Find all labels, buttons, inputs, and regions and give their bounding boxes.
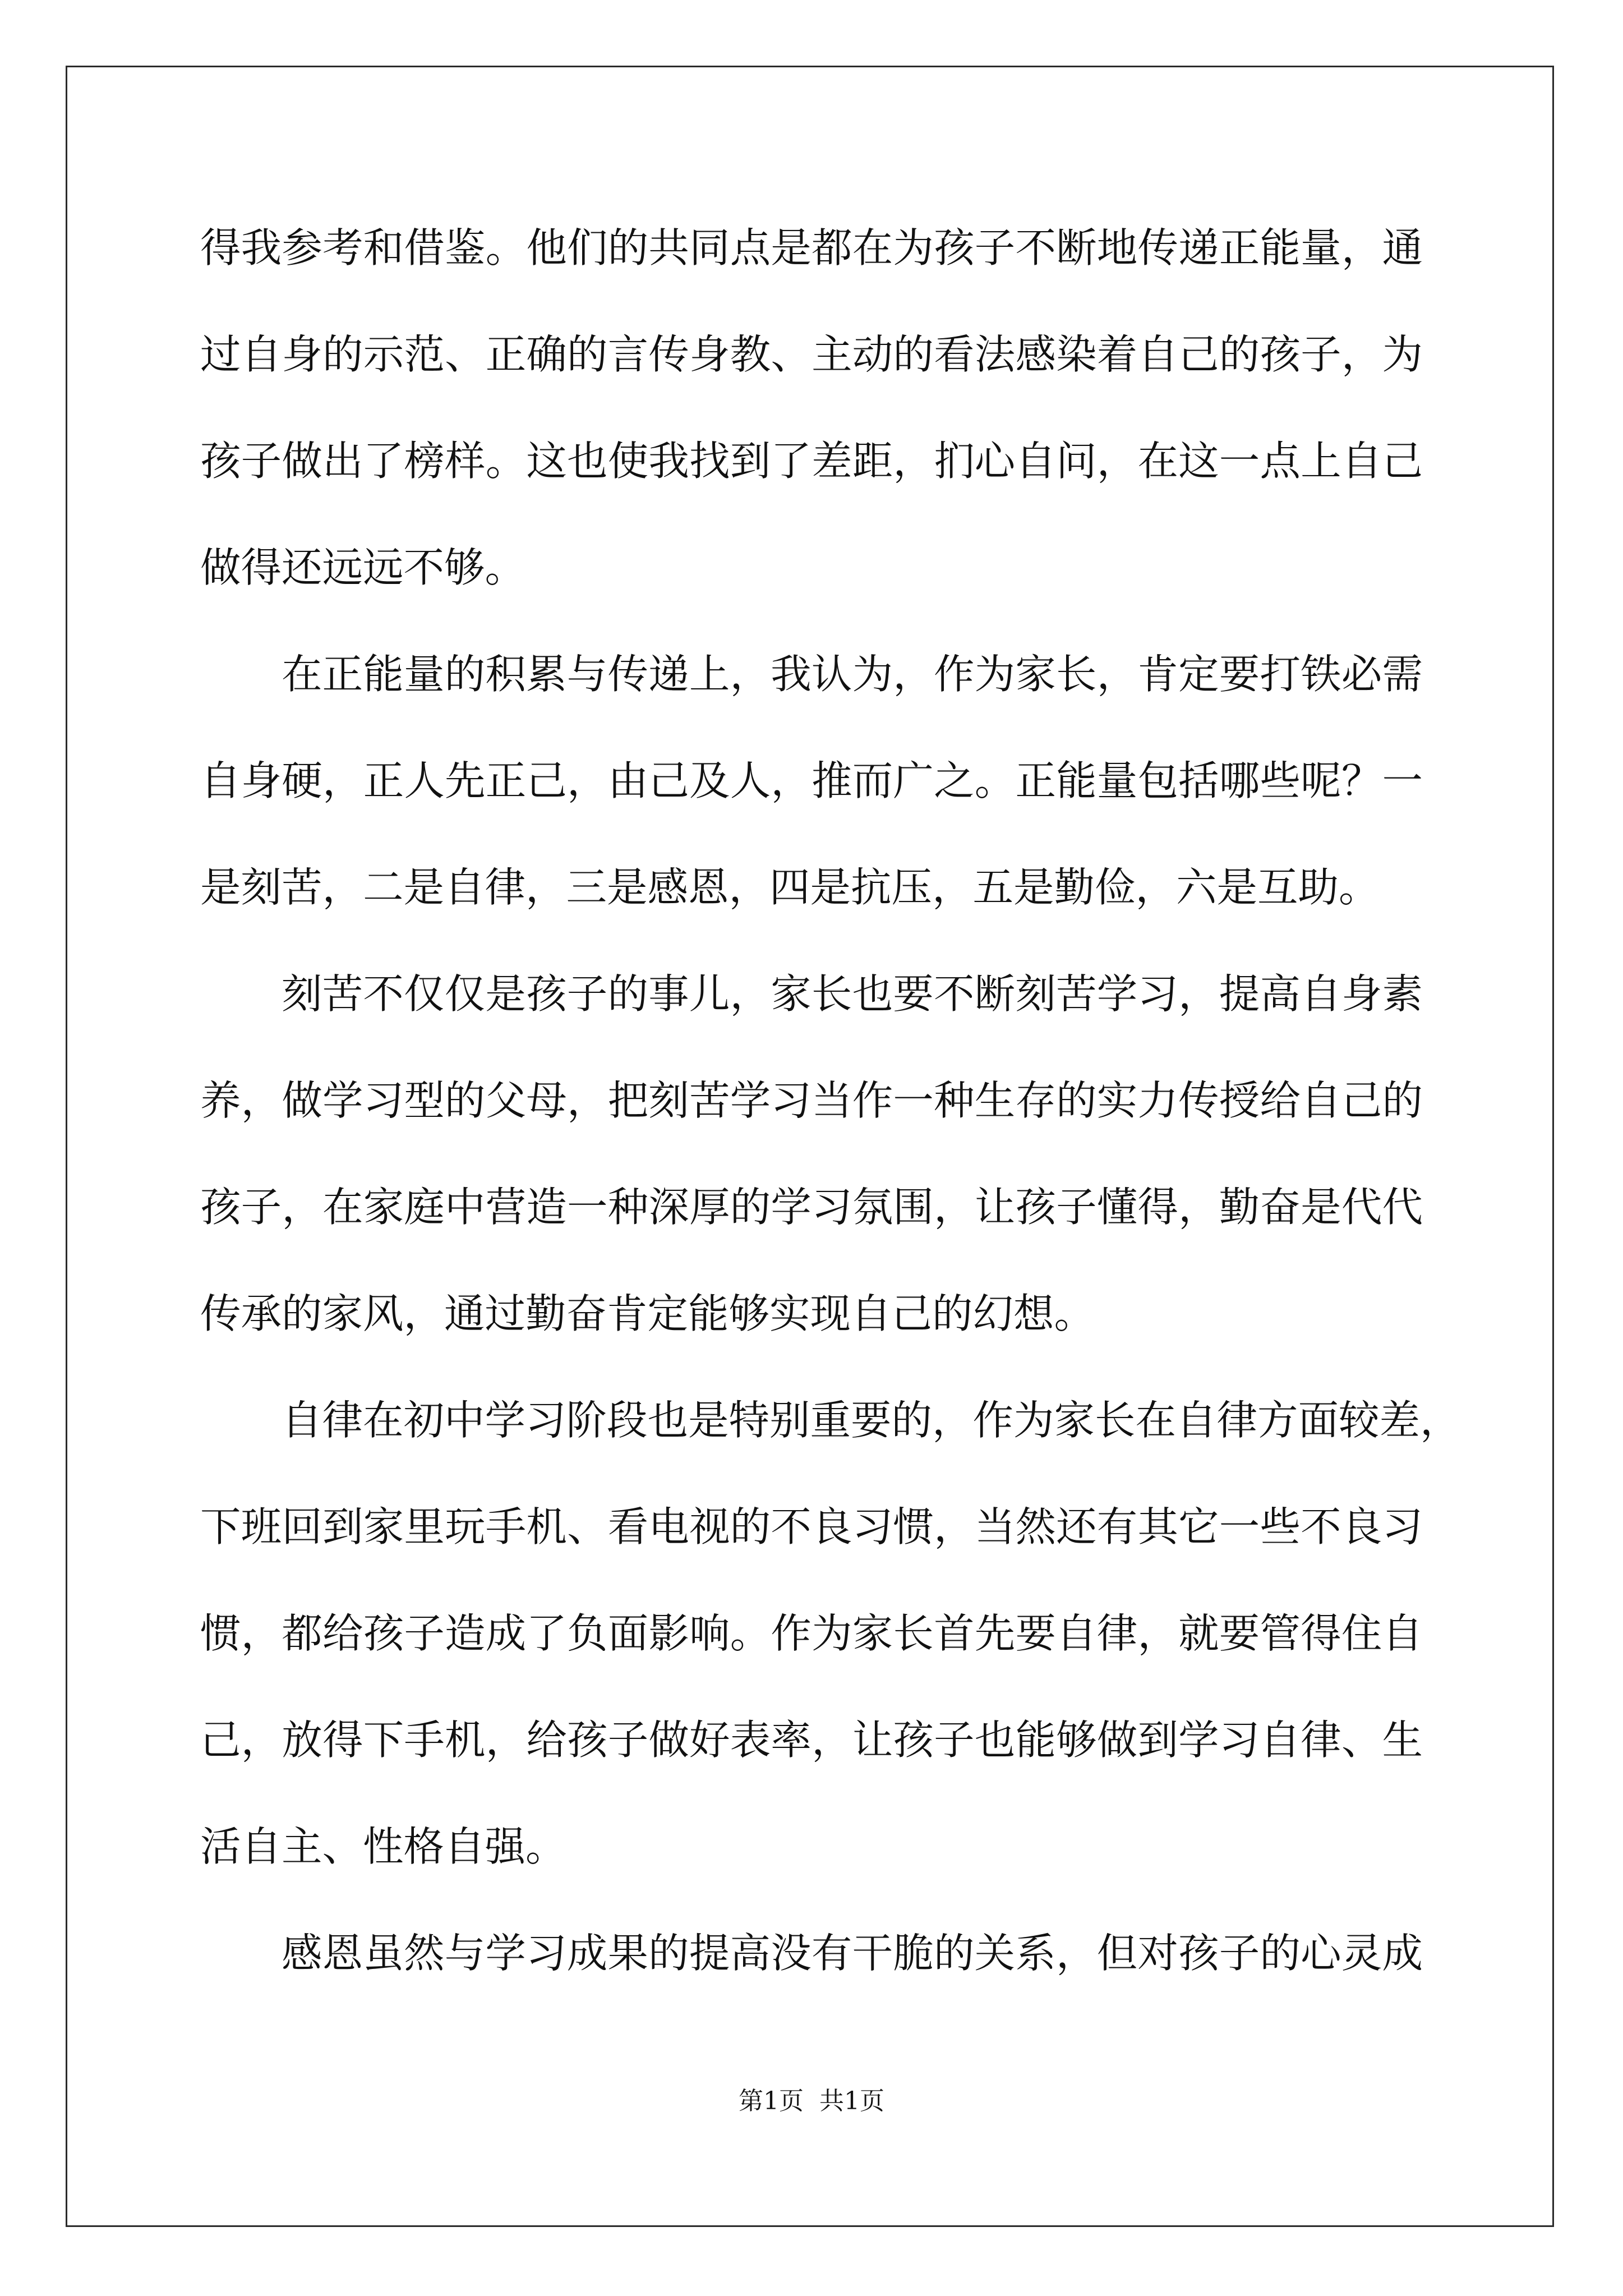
paragraph bbox=[200, 941, 1423, 1368]
paragraph bbox=[200, 622, 1423, 941]
text-line: 刻苦不仅仅是孩子的事儿，家长也要不断刻苦学习，提高自身素 bbox=[282, 971, 1423, 1018]
text-line: 惯，都给孩子造成了负面影响。作为家长首先要自律，就要管得住自 bbox=[200, 1611, 1423, 1658]
text-line: 做得还远远不够。 bbox=[200, 545, 525, 592]
page-number-footer: 第1页 共1页 bbox=[739, 2087, 884, 2115]
text-line: 是刻苦，二是自律，三是感恩，四是抗压，五是勤俭，六是互助。 bbox=[200, 864, 1380, 912]
text-line: 下班回到家里玩手机、看电视的不良习惯，当然还有其它一些不良习 bbox=[200, 1504, 1423, 1551]
text-line: 得我参考和借鉴。他们的共同点是都在为孩子不断地传递正能量，通 bbox=[200, 225, 1423, 272]
text-line: 自律在初中学习阶段也是特别重要的，作为家长在自律方面较差， bbox=[282, 1397, 1461, 1444]
text-line: 过自身的示范、正确的言传身教、主动的看法感染着自己的孩子，为 bbox=[200, 332, 1423, 379]
text-line: 感恩虽然与学习成果的提高没有干脆的关系，但对孩子的心灵成 bbox=[282, 1930, 1423, 1977]
text-line: 自身硬，正人先正己，由己及人，推而广之。正能量包括哪些呢？一 bbox=[200, 758, 1423, 805]
text-line: 传承的家风，通过勤奋肯定能够实现自己的幻想。 bbox=[200, 1291, 1095, 1338]
text-line: 养，做学习型的父母，把刻苦学习当作一种生存的实力传授给自己的 bbox=[200, 1078, 1423, 1125]
text-line: 孩子做出了榜样。这也使我找到了差距，扪心自问，在这一点上自己 bbox=[200, 438, 1423, 485]
text-line: 孩子，在家庭中营造一种深厚的学习氛围，让孩子懂得，勤奋是代代 bbox=[200, 1184, 1423, 1231]
paragraph bbox=[200, 1368, 1461, 1901]
paragraph bbox=[200, 195, 1423, 622]
text-line: 己，放得下手机，给孩子做好表率，让孩子也能够做到学习自律、生 bbox=[200, 1717, 1423, 1764]
paragraph bbox=[200, 1901, 1423, 2007]
document-body bbox=[200, 195, 1461, 2007]
text-line: 在正能量的积累与传递上，我认为，作为家长，肯定要打铁必需 bbox=[282, 651, 1423, 698]
text-line: 活自主、性格自强。 bbox=[200, 1824, 566, 1871]
